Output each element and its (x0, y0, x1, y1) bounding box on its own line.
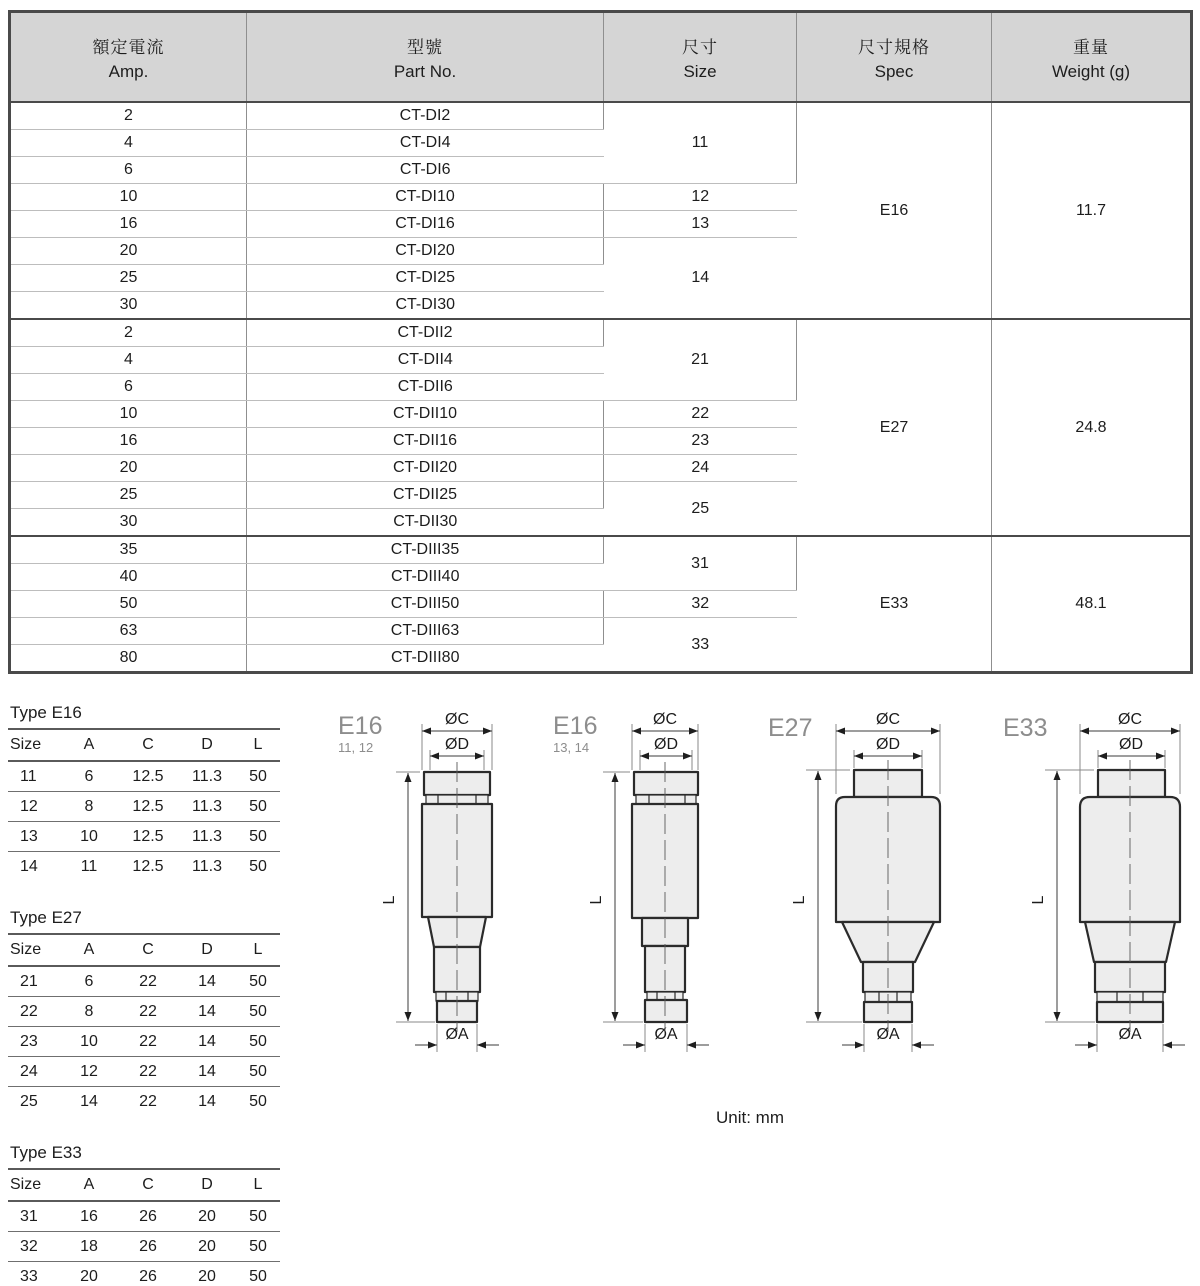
size-cell: 21 (604, 319, 797, 401)
cell: 50 (236, 1057, 280, 1087)
part-cell: CT-DI6 (247, 157, 604, 184)
diagram-label: E27 (768, 714, 813, 742)
cell: 13 (8, 822, 60, 852)
spec-cell: E27 (797, 319, 992, 536)
cell: 50 (236, 822, 280, 852)
header-weight-en: Weight (g) (1051, 61, 1131, 81)
col-header: C (118, 934, 178, 966)
part-cell: CT-DII6 (247, 374, 604, 401)
dim-table-e16-title: Type E16 (10, 703, 82, 722)
dim-c-label: ØC (1118, 711, 1142, 728)
table-row (10, 319, 1192, 347)
header-part-no (247, 12, 604, 103)
cell: 50 (249, 1267, 267, 1285)
size-cell: 14 (604, 238, 797, 320)
cell: 6 (60, 966, 118, 997)
table-row (8, 1169, 280, 1201)
table-row (8, 1027, 280, 1057)
header-part-zh: 型號 (407, 37, 443, 57)
header-amp-en: Amp. (108, 61, 149, 81)
cell: 20 (178, 1232, 236, 1262)
cell: 22 (8, 997, 60, 1027)
cell: 11.3 (178, 792, 236, 822)
amp-cell: 6 (10, 374, 247, 401)
table-row (8, 997, 280, 1027)
table-row (10, 536, 1192, 564)
fuse-diagram-e16-13-14 (545, 700, 760, 1060)
cell: 22 (118, 1057, 178, 1087)
cell: 24 (8, 1057, 60, 1087)
diagram-sublabel: 13, 14 (553, 740, 590, 755)
cell: 11.3 (178, 822, 236, 852)
cell: 25 (20, 1092, 38, 1110)
cell: 50 (236, 997, 280, 1027)
fuse-diagram-e16-11-12 (330, 700, 545, 1060)
cell: 50 (236, 1201, 280, 1232)
part-cell: CT-DI16 (247, 211, 604, 238)
dim-c-label: ØC (876, 711, 900, 728)
cell: 20 (198, 1267, 216, 1285)
cell: 33 (20, 1267, 38, 1285)
dim-table-e33-title: Type E33 (10, 1143, 82, 1162)
amp-cell: 4 (10, 347, 247, 374)
cell: 12 (8, 792, 60, 822)
dim-l-label: L (1030, 895, 1047, 905)
cell: 50 (236, 966, 280, 997)
col-header: L (236, 1169, 280, 1201)
part-cell: CT-DI20 (247, 238, 604, 265)
amp-cell: 20 (10, 238, 247, 265)
amp-cell: 2 (10, 102, 247, 130)
parts-spec-table (8, 10, 1193, 674)
cell: 18 (60, 1232, 118, 1262)
col-header: D (178, 1169, 236, 1201)
diagram-label: E33 (1003, 714, 1048, 742)
dim-l-label: L (791, 895, 808, 905)
fuse-outline (632, 762, 698, 1032)
cell: 50 (236, 761, 280, 792)
cell: 20 (80, 1267, 98, 1285)
part-cell: CT-DII20 (247, 455, 604, 482)
header-size (604, 12, 797, 103)
dim-d-label: ØD (445, 736, 469, 753)
cell: 10 (60, 1027, 118, 1057)
header-amp (10, 12, 247, 103)
part-cell: CT-DIII40 (247, 564, 604, 591)
cell: 12 (60, 1057, 118, 1087)
dim-c-label: ØC (445, 711, 469, 728)
cell: 10 (60, 822, 118, 852)
spec-cell: E16 (797, 102, 992, 319)
cell: 14 (198, 1092, 216, 1110)
dim-a-label: ØA (445, 1026, 469, 1043)
amp-cell: 30 (10, 292, 247, 320)
cell: 14 (178, 997, 236, 1027)
amp-cell: 25 (10, 265, 247, 292)
part-cell: CT-DI25 (247, 265, 604, 292)
dim-a-label: ØA (654, 1026, 678, 1043)
cell: 22 (118, 997, 178, 1027)
amp-cell: 35 (10, 536, 247, 564)
table-row (8, 1232, 280, 1262)
size-cell: 22 (604, 401, 797, 428)
dim-a-label: ØA (876, 1026, 900, 1043)
group-e16 (10, 102, 1192, 319)
fuse-diagram-e27 (760, 700, 985, 1060)
col-header: L (236, 729, 280, 761)
col-header: D (178, 934, 236, 966)
cell: 14 (178, 1057, 236, 1087)
cell: 22 (118, 1027, 178, 1057)
part-cell: CT-DII2 (247, 319, 604, 347)
size-cell: 32 (604, 591, 797, 618)
table-row (8, 1201, 280, 1232)
dim-table-e27-block (8, 908, 280, 1116)
header-weight (992, 12, 1192, 103)
size-cell: 31 (604, 536, 797, 591)
part-cell: CT-DIII63 (247, 618, 604, 645)
dim-table-e16-block (8, 703, 280, 881)
amp-cell: 40 (10, 564, 247, 591)
part-cell: CT-DII16 (247, 428, 604, 455)
dim-l-label: L (588, 895, 605, 905)
cell: 14 (178, 966, 236, 997)
part-cell: CT-DI4 (247, 130, 604, 157)
amp-cell: 10 (10, 184, 247, 211)
cell: 11 (80, 857, 98, 875)
header-size-zh: 尺寸 (682, 37, 718, 57)
size-cell: 25 (604, 482, 797, 537)
cell: 12.5 (118, 792, 178, 822)
col-header: D (178, 729, 236, 761)
cell: 11.3 (178, 761, 236, 792)
amp-cell: 16 (10, 211, 247, 238)
size-cell: 23 (604, 428, 797, 455)
cell: 50 (236, 1027, 280, 1057)
spec-cell: E33 (797, 536, 992, 673)
amp-cell: 4 (10, 130, 247, 157)
diagram-sublabel: 11, 12 (338, 740, 374, 755)
dim-l-label: L (381, 895, 398, 905)
header-spec-zh: 尺寸規格 (858, 37, 930, 57)
cell: 16 (60, 1201, 118, 1232)
cell: 50 (249, 1092, 267, 1110)
size-cell: 33 (604, 618, 797, 673)
group-e27 (10, 319, 1192, 536)
part-cell: CT-DI2 (247, 102, 604, 130)
size-cell: 13 (604, 211, 797, 238)
group-e33 (10, 536, 1192, 673)
fuse-outline (1080, 760, 1180, 1032)
size-cell: 24 (604, 455, 797, 482)
fuse-outline (836, 760, 940, 1032)
fuse-outline (422, 762, 492, 1032)
part-cell: CT-DII25 (247, 482, 604, 509)
cell: 20 (178, 1201, 236, 1232)
diagram-label: E16 (553, 712, 598, 740)
cell: 12.5 (132, 857, 164, 875)
col-header: A (60, 729, 118, 761)
amp-cell: 30 (10, 509, 247, 537)
table-row (8, 822, 280, 852)
dim-table-e27-title: Type E27 (10, 908, 82, 927)
part-cell: CT-DIII35 (247, 536, 604, 564)
col-header: Size (8, 729, 60, 761)
unit-note: Unit: mm (716, 1108, 784, 1127)
dim-d-label: ØD (876, 736, 900, 753)
fuse-diagram-e33 (995, 700, 1200, 1060)
parts-table-header (10, 12, 1192, 103)
header-weight-zh: 重量 (1073, 37, 1109, 57)
cell: 14 (80, 1092, 98, 1110)
col-header: L (236, 934, 280, 966)
amp-cell: 16 (10, 428, 247, 455)
amp-cell: 20 (10, 455, 247, 482)
cell: 12.5 (118, 761, 178, 792)
cell: 31 (8, 1201, 60, 1232)
dim-d-label: ØD (1119, 736, 1143, 753)
part-cell: CT-DI10 (247, 184, 604, 211)
part-cell: CT-DI30 (247, 292, 604, 320)
table-row (8, 934, 280, 966)
amp-cell: 10 (10, 401, 247, 428)
diagram-label: E16 (338, 712, 383, 740)
cell: 26 (118, 1232, 178, 1262)
table-row (8, 729, 280, 761)
cell: 26 (139, 1267, 157, 1285)
part-cell: CT-DII30 (247, 509, 604, 537)
table-row (8, 1087, 280, 1117)
cell: 22 (118, 966, 178, 997)
amp-cell: 2 (10, 319, 247, 347)
table-row (8, 852, 280, 882)
weight-cell: 24.8 (992, 319, 1192, 536)
table-row (8, 1262, 280, 1286)
size-cell: 11 (604, 102, 797, 184)
cell: 14 (20, 857, 38, 875)
col-header: A (60, 934, 118, 966)
part-cell: CT-DIII50 (247, 591, 604, 618)
dim-table-e33 (8, 1168, 280, 1286)
cell: 50 (236, 792, 280, 822)
cell: 11 (8, 761, 60, 792)
col-header: C (118, 729, 178, 761)
dim-d-label: ØD (654, 736, 678, 753)
amp-cell: 25 (10, 482, 247, 509)
header-part-en: Part No. (393, 61, 457, 81)
weight-cell: 11.7 (992, 102, 1192, 319)
amp-cell: 63 (10, 618, 247, 645)
cell: 8 (60, 792, 118, 822)
col-header: C (118, 1169, 178, 1201)
header-spec-en: Spec (874, 61, 914, 81)
header-spec (797, 12, 992, 103)
cell: 22 (139, 1092, 157, 1110)
table-row (10, 102, 1192, 130)
cell: 8 (60, 997, 118, 1027)
cell: 50 (249, 857, 267, 875)
part-cell: CT-DIII80 (247, 645, 604, 673)
amp-cell: 6 (10, 157, 247, 184)
table-row (8, 792, 280, 822)
amp-cell: 50 (10, 591, 247, 618)
dim-table-e27 (8, 933, 280, 1116)
cell: 12.5 (118, 822, 178, 852)
cell: 26 (118, 1201, 178, 1232)
dim-a-label: ØA (1118, 1026, 1142, 1043)
size-cell: 12 (604, 184, 797, 211)
table-row (8, 966, 280, 997)
table-row (8, 1057, 280, 1087)
dim-c-label: ØC (653, 711, 677, 728)
cell: 14 (178, 1027, 236, 1057)
part-cell: CT-DII10 (247, 401, 604, 428)
cell: 23 (8, 1027, 60, 1057)
cell: 32 (8, 1232, 60, 1262)
amp-cell: 80 (10, 645, 247, 673)
cell: 11.3 (192, 857, 222, 875)
col-header: Size (8, 1169, 60, 1201)
part-cell: CT-DII4 (247, 347, 604, 374)
col-header: Size (8, 934, 60, 966)
dim-table-e33-block (8, 1143, 280, 1286)
header-amp-zh: 額定電流 (92, 37, 165, 57)
cell: 21 (8, 966, 60, 997)
dim-table-e16 (8, 728, 280, 881)
cell: 50 (236, 1232, 280, 1262)
header-size-en: Size (683, 61, 717, 81)
weight-cell: 48.1 (992, 536, 1192, 673)
table-row (8, 761, 280, 792)
cell: 6 (60, 761, 118, 792)
col-header: A (60, 1169, 118, 1201)
